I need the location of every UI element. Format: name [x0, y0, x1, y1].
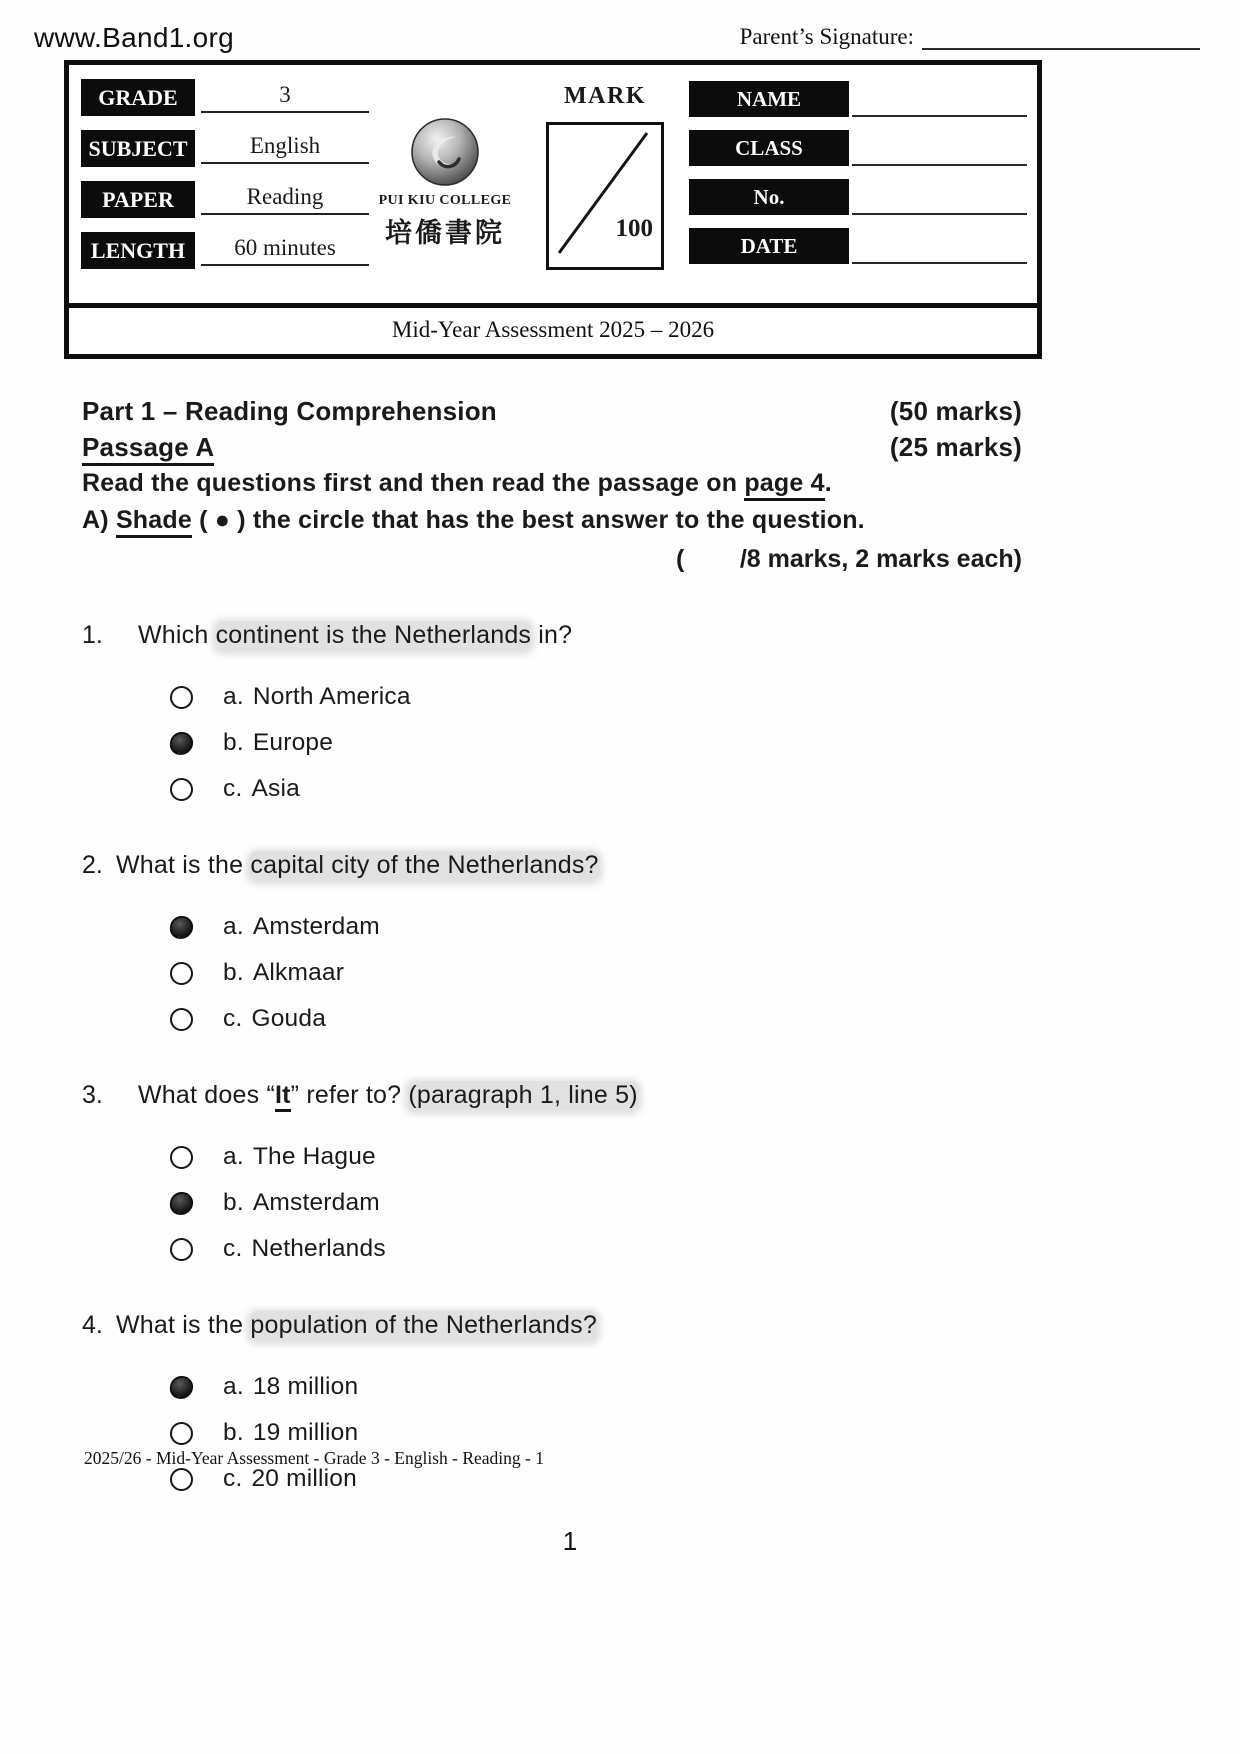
paper-value: Reading [201, 184, 369, 215]
student-fields-column [689, 77, 1027, 289]
assessment-title: Mid-Year Assessment 2025 – 2026 [69, 303, 1037, 354]
mark-total: 100 [615, 215, 653, 242]
exam-info-column [81, 77, 369, 289]
school-logo-icon [410, 117, 480, 187]
paper-label: PAPER [81, 181, 195, 218]
length-label: LENGTH [81, 232, 195, 269]
passage-label: Passage A [82, 432, 214, 466]
option-row [170, 1416, 1022, 1450]
question-text-highlight: (paragraph 1, line 5) [408, 1081, 638, 1109]
page-number: 1 [562, 1526, 578, 1556]
option-letter: c. [223, 1235, 243, 1262]
option-letter: b. [223, 959, 244, 986]
part-marks: (50 marks) [889, 396, 1022, 426]
mark-label: MARK [564, 83, 646, 109]
subject-value: English [201, 133, 369, 164]
option-label [223, 1373, 358, 1401]
option-letter: b. [223, 729, 244, 756]
option-text: 20 million [251, 1465, 357, 1492]
options-list [82, 910, 1022, 1036]
parent-signature [740, 24, 1200, 50]
question-text-segment: What does “ [138, 1081, 275, 1109]
answer-bubble[interactable] [169, 914, 195, 940]
mark-section [521, 77, 689, 289]
question-number: 1. [82, 621, 103, 649]
question-text-segment: What is the [116, 851, 251, 879]
school-identity [369, 77, 521, 289]
paper-body [82, 393, 1022, 1496]
option-letter: a. [223, 683, 244, 710]
question-text-highlight: capital city of the Netherlands? [250, 851, 599, 879]
options-list [82, 680, 1022, 806]
shade-word: Shade [116, 506, 192, 538]
option-row [170, 1232, 1022, 1266]
question-text [138, 1078, 638, 1112]
option-text: North America [252, 683, 411, 710]
read-instruction-period: . [824, 469, 832, 497]
option-text: Netherlands [251, 1235, 386, 1262]
option-letter: b. [223, 1419, 244, 1446]
option-text: Amsterdam [252, 913, 380, 940]
exam-header-box [64, 60, 1042, 359]
question-text-highlight: continent is the Netherlands [215, 621, 532, 649]
option-text: Europe [252, 729, 334, 756]
option-letter: a. [223, 913, 244, 940]
option-text: 19 million [252, 1419, 359, 1446]
school-name-english: PUI KIU COLLEGE [378, 193, 512, 208]
option-label [223, 959, 344, 987]
option-label [223, 1005, 326, 1033]
option-letter: c. [223, 1465, 243, 1492]
option-letter: c. [223, 1005, 243, 1032]
option-label [223, 775, 300, 803]
option-text: Asia [251, 775, 300, 802]
field-row-number [689, 177, 1027, 215]
read-instruction-page-ref: page 4 [744, 469, 824, 501]
question-number: 3. [82, 1081, 103, 1109]
option-row [170, 726, 1022, 760]
question-text [116, 848, 599, 882]
grade-label: GRADE [81, 79, 195, 116]
answer-bubble[interactable] [169, 730, 195, 756]
read-instruction-text: Read the questions first and then read the passage on [82, 469, 745, 497]
info-row-subject [81, 130, 369, 167]
length-value: 60 minutes [201, 235, 369, 266]
marks-note: ( /8 marks, 2 marks each) [675, 545, 1022, 573]
option-label [223, 1143, 376, 1171]
name-label: NAME [689, 81, 849, 117]
grade-value: 3 [201, 82, 369, 113]
shade-instruction-prefix: A) [82, 506, 116, 534]
answer-bubble[interactable] [170, 1146, 193, 1169]
mark-box [546, 122, 664, 270]
option-row [170, 1140, 1022, 1174]
options-list [82, 1370, 1022, 1496]
answer-bubble[interactable] [170, 962, 193, 985]
answer-bubble[interactable] [170, 778, 193, 801]
option-row [170, 1186, 1022, 1220]
answer-bubble[interactable] [170, 1238, 193, 1261]
parent-signature-line [922, 24, 1200, 50]
option-letter: b. [223, 1189, 244, 1216]
shade-instruction [82, 502, 1022, 539]
question-text-segment: in? [531, 621, 573, 649]
option-text: Gouda [251, 1005, 327, 1032]
read-instruction [82, 465, 1022, 502]
option-text: Alkmaar [252, 959, 345, 986]
options-list [82, 1140, 1022, 1266]
answer-bubble[interactable] [169, 1190, 195, 1216]
field-row-date [689, 226, 1027, 264]
option-text: The Hague [252, 1143, 376, 1170]
class-field-line [852, 128, 1027, 166]
option-letter: c. [223, 775, 243, 802]
question-3 [82, 1078, 1022, 1266]
answer-bubble[interactable] [170, 686, 193, 709]
exam-header-main [69, 65, 1037, 303]
question-text [116, 1308, 597, 1342]
option-row [170, 772, 1022, 806]
answer-bubble[interactable] [169, 1374, 195, 1400]
answer-bubble[interactable] [170, 1422, 193, 1445]
question-1 [82, 618, 1022, 806]
question-text-segment: What is the [116, 1311, 251, 1339]
question-text-segment: Which [138, 621, 216, 649]
option-label [223, 1465, 357, 1493]
option-row [170, 956, 1022, 990]
info-row-length [81, 232, 369, 269]
option-label [223, 1189, 380, 1217]
info-row-paper [81, 181, 369, 218]
field-row-name [689, 79, 1027, 117]
question-text-emphasis: It [275, 1081, 291, 1112]
number-field-line [852, 177, 1027, 215]
option-text: Amsterdam [252, 1189, 380, 1216]
option-row [170, 910, 1022, 944]
option-label [223, 683, 411, 711]
watermark: www.Band1.org [34, 22, 235, 53]
school-name-chinese: 培僑書院 [385, 218, 505, 249]
option-label [223, 729, 333, 757]
answer-bubble[interactable] [170, 1468, 193, 1491]
name-field-line [852, 79, 1027, 117]
date-label: DATE [689, 228, 849, 264]
option-row [170, 680, 1022, 714]
question-text [138, 618, 572, 652]
field-row-class [689, 128, 1027, 166]
date-field-line [852, 226, 1027, 264]
option-label [223, 913, 380, 941]
option-letter: a. [223, 1143, 244, 1170]
option-letter: a. [223, 1373, 244, 1400]
subject-label: SUBJECT [81, 130, 195, 167]
question-2 [82, 848, 1022, 1036]
option-row [170, 1370, 1022, 1404]
question-number: 2. [82, 851, 103, 879]
parent-signature-label: Parent’s Signature: [739, 24, 914, 49]
option-label [223, 1419, 358, 1447]
question-text-segment: ” refer to? [290, 1081, 409, 1109]
part-title: Part 1 – Reading Comprehension [82, 396, 497, 426]
question-number: 4. [82, 1311, 103, 1339]
info-row-grade [81, 79, 369, 116]
top-row [0, 0, 1240, 60]
class-label: CLASS [689, 130, 849, 166]
footer-line: 2025/26 - Mid-Year Assessment - Grade 3 - English - Reading - 1 [84, 1448, 544, 1468]
option-label [223, 1235, 386, 1263]
shade-instruction-rest: ( ● ) the circle that has the best answer to the question. [191, 506, 865, 534]
number-label: No. [689, 179, 849, 215]
passage-marks: (25 marks) [889, 432, 1022, 462]
option-row [170, 1002, 1022, 1036]
answer-bubble[interactable] [170, 1008, 193, 1031]
option-text: 18 million [252, 1373, 359, 1400]
question-text-highlight: population of the Netherlands? [250, 1311, 597, 1339]
